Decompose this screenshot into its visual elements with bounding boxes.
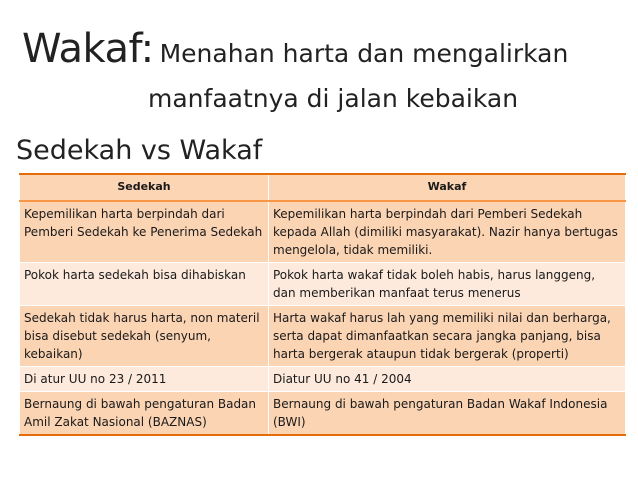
title-line-1: [22, 26, 632, 80]
table-cell-sedekah: Pokok harta sedekah bisa dihabiskan: [20, 263, 269, 306]
table-cell-wakaf: Kepemilikan harta berpindah dari Pemberi Sedekah kepada Allah (dimiliki masyarakat). Nazir hanya bertugas mengelola, tidak memiliki.: [269, 201, 626, 263]
table-row: [20, 392, 626, 436]
table-cell-sedekah: Kepemilikan harta berpindah dari Pemberi Sedekah ke Penerima Sedekah: [20, 201, 269, 263]
table-cell-sedekah: Sedekah tidak harus harta, non materil bisa disebut sedekah (senyum, kebaikan): [20, 306, 269, 367]
title-rest-line-2: manfaatnya di jalan kebaikan: [148, 84, 519, 113]
table-header-row: [20, 174, 626, 201]
table-row: [20, 201, 626, 263]
table-cell-sedekah: Bernaung di bawah pengaturan Badan Amil Zakat Nasional (BAZNAS): [20, 392, 269, 436]
column-header-wakaf: Wakaf: [269, 174, 626, 201]
column-header-sedekah: Sedekah: [20, 174, 269, 201]
table-row: [20, 367, 626, 392]
table-cell-wakaf: Pokok harta wakaf tidak boleh habis, harus langgeng, dan memberikan manfaat terus menerus: [269, 263, 626, 306]
title-rest-line-1: Menahan harta dan mengalirkan: [159, 39, 569, 68]
table-cell-wakaf: Harta wakaf harus lah yang memiliki nilai dan berharga, serta dapat dimanfaatkan secara jangka panjang, bisa harta bergerak ataupun tidak bergerak (properti): [269, 306, 626, 367]
table-row: [20, 306, 626, 367]
slide-subtitle: Sedekah vs Wakaf: [16, 135, 263, 166]
title-main: Wakaf:: [22, 26, 154, 72]
table-cell-wakaf: Bernaung di bawah pengaturan Badan Wakaf Indonesia (BWI): [269, 392, 626, 436]
table-row: [20, 263, 626, 306]
comparison-table: [19, 173, 626, 436]
table-cell-sedekah: Di atur UU no 23 / 2011: [20, 367, 269, 392]
table-cell-wakaf: Diatur UU no 41 / 2004: [269, 367, 626, 392]
slide-title: [22, 26, 632, 116]
